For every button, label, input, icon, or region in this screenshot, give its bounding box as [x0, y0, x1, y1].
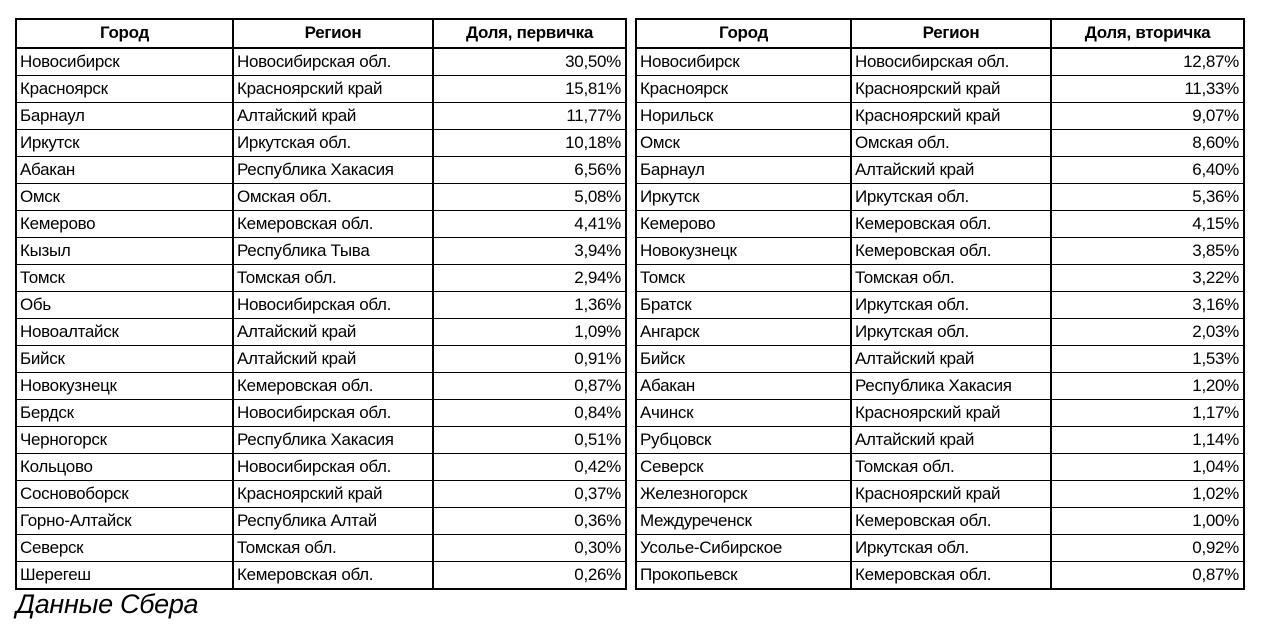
- share-cell: 0,37%: [433, 481, 626, 508]
- city-cell: Северск: [16, 535, 233, 562]
- city-cell: Новосибирск: [636, 48, 851, 76]
- table-row: [16, 481, 626, 508]
- table-row: [16, 103, 626, 130]
- share-cell: 11,33%: [1051, 76, 1244, 103]
- table-row: [16, 211, 626, 238]
- primary-share-table: [15, 18, 627, 590]
- share-cell: 3,22%: [1051, 265, 1244, 292]
- city-cell: Новокузнецк: [16, 373, 233, 400]
- share-cell: 1,04%: [1051, 454, 1244, 481]
- region-cell: Республика Тыва: [233, 238, 433, 265]
- table-row: [636, 157, 1244, 184]
- region-cell: Алтайский край: [233, 346, 433, 373]
- table-row: [636, 48, 1244, 76]
- share-cell: 5,36%: [1051, 184, 1244, 211]
- table-row: [636, 265, 1244, 292]
- region-cell: Новосибирская обл.: [233, 400, 433, 427]
- share-cell: 2,94%: [433, 265, 626, 292]
- region-cell: Кемеровская обл.: [851, 562, 1051, 590]
- region-cell: Красноярский край: [851, 481, 1051, 508]
- city-cell: Омск: [636, 130, 851, 157]
- table-row: [636, 130, 1244, 157]
- table-row: [16, 265, 626, 292]
- region-cell: Республика Хакасия: [233, 157, 433, 184]
- share-column-header: Доля, первичка: [433, 19, 626, 48]
- share-cell: 6,56%: [433, 157, 626, 184]
- region-cell: Республика Хакасия: [851, 373, 1051, 400]
- data-source-caption: Данные Сбера: [16, 589, 199, 619]
- region-cell: Алтайский край: [851, 346, 1051, 373]
- header-row: [16, 19, 626, 48]
- header-row: [636, 19, 1244, 48]
- city-cell: Абакан: [636, 373, 851, 400]
- share-cell: 0,92%: [1051, 535, 1244, 562]
- share-cell: 0,87%: [1051, 562, 1244, 590]
- secondary-share-table: [635, 18, 1245, 590]
- table-row: [636, 103, 1244, 130]
- city-cell: Прокопьевск: [636, 562, 851, 590]
- table-row: [636, 508, 1244, 535]
- region-cell: Иркутская обл.: [851, 292, 1051, 319]
- table-row: [636, 184, 1244, 211]
- share-cell: 1,20%: [1051, 373, 1244, 400]
- city-cell: Барнаул: [636, 157, 851, 184]
- table-row: [16, 157, 626, 184]
- share-cell: 0,87%: [433, 373, 626, 400]
- region-cell: Красноярский край: [851, 76, 1051, 103]
- share-cell: 0,84%: [433, 400, 626, 427]
- share-cell: 11,77%: [433, 103, 626, 130]
- region-cell: Томская обл.: [233, 535, 433, 562]
- city-cell: Барнаул: [16, 103, 233, 130]
- share-cell: 12,87%: [1051, 48, 1244, 76]
- city-cell: Иркутск: [636, 184, 851, 211]
- table-row: [16, 427, 626, 454]
- region-cell: Кемеровская обл.: [233, 373, 433, 400]
- city-cell: Иркутск: [16, 130, 233, 157]
- share-cell: 1,53%: [1051, 346, 1244, 373]
- region-cell: Томская обл.: [851, 454, 1051, 481]
- city-cell: Новоалтайск: [16, 319, 233, 346]
- region-cell: Алтайский край: [233, 319, 433, 346]
- region-cell: Кемеровская обл.: [851, 211, 1051, 238]
- share-cell: 10,18%: [433, 130, 626, 157]
- city-cell: Братск: [636, 292, 851, 319]
- region-cell: Омская обл.: [233, 184, 433, 211]
- city-cell: Бийск: [636, 346, 851, 373]
- table-row: [636, 535, 1244, 562]
- city-cell: Томск: [636, 265, 851, 292]
- region-cell: Томская обл.: [851, 265, 1051, 292]
- table-header: [636, 19, 1244, 48]
- region-column-header: Регион: [233, 19, 433, 48]
- share-cell: 15,81%: [433, 76, 626, 103]
- share-cell: 1,17%: [1051, 400, 1244, 427]
- share-cell: 6,40%: [1051, 157, 1244, 184]
- city-cell: Северск: [636, 454, 851, 481]
- region-cell: Алтайский край: [233, 103, 433, 130]
- region-cell: Иркутская обл.: [851, 184, 1051, 211]
- city-column-header: Город: [636, 19, 851, 48]
- table-body: [16, 48, 626, 589]
- table-row: [16, 346, 626, 373]
- city-cell: Новокузнецк: [636, 238, 851, 265]
- share-cell: 3,94%: [433, 238, 626, 265]
- share-cell: 3,85%: [1051, 238, 1244, 265]
- table-row: [16, 400, 626, 427]
- table-row: [636, 76, 1244, 103]
- region-cell: Новосибирская обл.: [233, 48, 433, 76]
- share-cell: 1,09%: [433, 319, 626, 346]
- city-cell: Бийск: [16, 346, 233, 373]
- table-row: [636, 400, 1244, 427]
- table-row: [636, 427, 1244, 454]
- share-cell: 1,36%: [433, 292, 626, 319]
- share-cell: 0,26%: [433, 562, 626, 590]
- city-cell: Красноярск: [16, 76, 233, 103]
- table-row: [636, 481, 1244, 508]
- region-cell: Алтайский край: [851, 157, 1051, 184]
- region-cell: Кемеровская обл.: [851, 238, 1051, 265]
- city-column-header: Город: [16, 19, 233, 48]
- table-row: [16, 373, 626, 400]
- region-cell: Иркутская обл.: [851, 319, 1051, 346]
- share-cell: 0,91%: [433, 346, 626, 373]
- city-cell: Новосибирск: [16, 48, 233, 76]
- city-cell: Рубцовск: [636, 427, 851, 454]
- city-cell: Омск: [16, 184, 233, 211]
- table-row: [636, 292, 1244, 319]
- region-cell: Кемеровская обл.: [233, 211, 433, 238]
- region-cell: Новосибирская обл.: [233, 454, 433, 481]
- table-row: [16, 76, 626, 103]
- share-cell: 3,16%: [1051, 292, 1244, 319]
- table-row: [16, 238, 626, 265]
- city-cell: Железногорск: [636, 481, 851, 508]
- city-cell: Междуреченск: [636, 508, 851, 535]
- table-row: [636, 346, 1244, 373]
- table-row: [636, 373, 1244, 400]
- region-cell: Республика Алтай: [233, 508, 433, 535]
- share-cell: 0,51%: [433, 427, 626, 454]
- share-cell: 0,36%: [433, 508, 626, 535]
- table-row: [16, 535, 626, 562]
- region-cell: Республика Хакасия: [233, 427, 433, 454]
- city-cell: Ачинск: [636, 400, 851, 427]
- table-row: [16, 454, 626, 481]
- share-cell: 1,02%: [1051, 481, 1244, 508]
- city-cell: Кемерово: [16, 211, 233, 238]
- share-cell: 2,03%: [1051, 319, 1244, 346]
- share-cell: 1,00%: [1051, 508, 1244, 535]
- city-cell: Горно-Алтайск: [16, 508, 233, 535]
- region-cell: Красноярский край: [233, 481, 433, 508]
- share-cell: 4,15%: [1051, 211, 1244, 238]
- region-cell: Омская обл.: [851, 130, 1051, 157]
- table-row: [16, 292, 626, 319]
- share-cell: 5,08%: [433, 184, 626, 211]
- city-cell: Усолье-Сибирское: [636, 535, 851, 562]
- table-row: [16, 319, 626, 346]
- table-row: [636, 238, 1244, 265]
- table-header: [16, 19, 626, 48]
- table-row: [636, 319, 1244, 346]
- region-cell: Красноярский край: [233, 76, 433, 103]
- city-cell: Кемерово: [636, 211, 851, 238]
- region-cell: Красноярский край: [851, 103, 1051, 130]
- region-cell: Иркутская обл.: [233, 130, 433, 157]
- region-cell: Иркутская обл.: [851, 535, 1051, 562]
- city-cell: Черногорск: [16, 427, 233, 454]
- table-row: [16, 562, 626, 590]
- city-cell: Кольцово: [16, 454, 233, 481]
- share-cell: 9,07%: [1051, 103, 1244, 130]
- share-cell: 4,41%: [433, 211, 626, 238]
- city-cell: Обь: [16, 292, 233, 319]
- city-cell: Бердск: [16, 400, 233, 427]
- region-cell: Томская обл.: [233, 265, 433, 292]
- table-row: [636, 562, 1244, 590]
- city-cell: Норильск: [636, 103, 851, 130]
- share-cell: 8,60%: [1051, 130, 1244, 157]
- city-cell: Томск: [16, 265, 233, 292]
- city-cell: Кызыл: [16, 238, 233, 265]
- region-column-header: Регион: [851, 19, 1051, 48]
- table-row: [16, 508, 626, 535]
- city-cell: Шерегеш: [16, 562, 233, 590]
- city-cell: Сосновоборск: [16, 481, 233, 508]
- table-row: [636, 211, 1244, 238]
- region-cell: Кемеровская обл.: [851, 508, 1051, 535]
- share-cell: 30,50%: [433, 48, 626, 76]
- region-cell: Кемеровская обл.: [233, 562, 433, 590]
- table-row: [16, 184, 626, 211]
- region-cell: Алтайский край: [851, 427, 1051, 454]
- share-cell: 0,42%: [433, 454, 626, 481]
- city-cell: Красноярск: [636, 76, 851, 103]
- share-cell: 0,30%: [433, 535, 626, 562]
- region-cell: Красноярский край: [851, 400, 1051, 427]
- table-row: [16, 130, 626, 157]
- table-body: [636, 48, 1244, 589]
- share-column-header: Доля, вторичка: [1051, 19, 1244, 48]
- region-cell: Новосибирская обл.: [233, 292, 433, 319]
- table-row: [16, 48, 626, 76]
- city-cell: Абакан: [16, 157, 233, 184]
- share-cell: 1,14%: [1051, 427, 1244, 454]
- table-row: [636, 454, 1244, 481]
- city-cell: Ангарск: [636, 319, 851, 346]
- region-cell: Новосибирская обл.: [851, 48, 1051, 76]
